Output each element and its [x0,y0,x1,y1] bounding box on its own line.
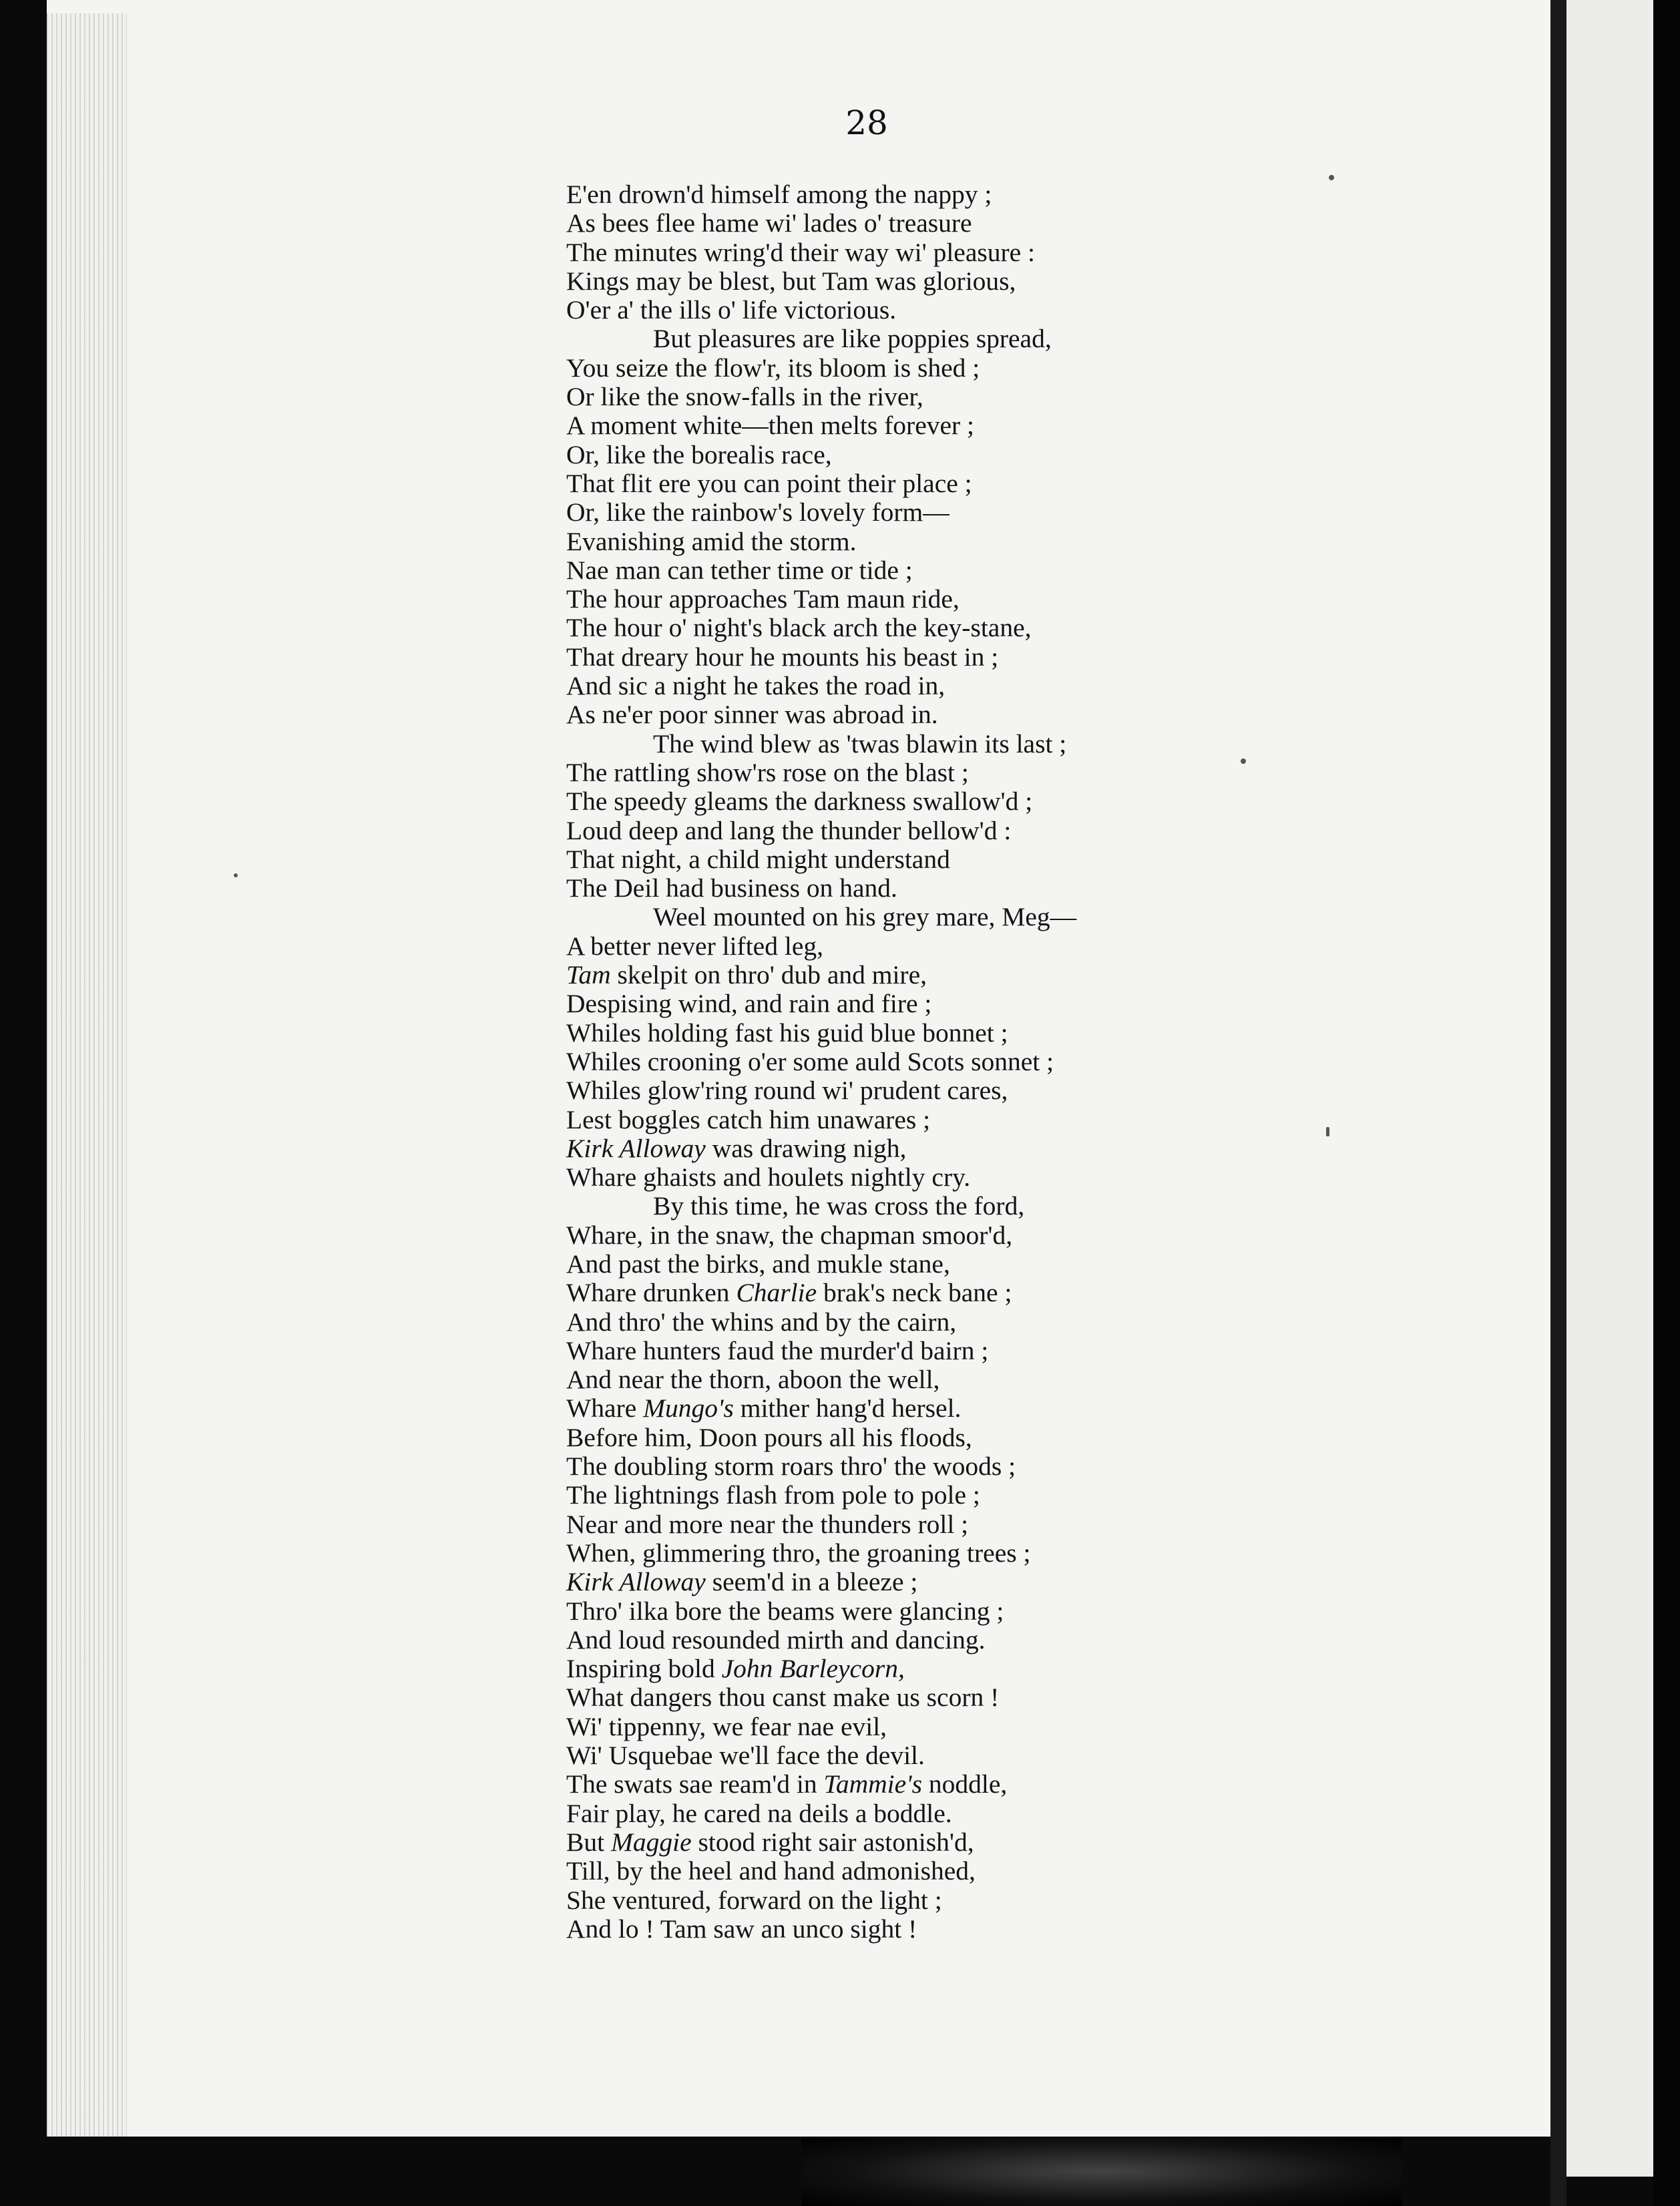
poem-line [566,1221,1076,1250]
line-text: What dangers thou canst make us scorn ! [566,1683,1000,1713]
poem-line [566,1539,1076,1568]
italic-text: Maggie [610,1827,692,1857]
poem-line [566,1452,1076,1481]
line-text: Or, like the borealis race, [566,439,832,469]
poem-line [566,354,1076,383]
poem-line [566,469,1076,498]
scan-speck [234,873,238,877]
line-text: And thro' the whins and by the cairn, [566,1307,957,1337]
poem-line [566,1741,1076,1770]
line-text: And past the birks, and mukle stane, [566,1249,950,1279]
line-text: Weel mounted on his grey mare, Meg— [653,902,1077,932]
line-text: Fair play, he cared na deils a boddle. [566,1798,952,1828]
line-text: The rattling show'rs rose on the blast ; [566,757,969,787]
line-text: Whare hunters faud the murder'd bairn ; [566,1335,989,1365]
poem-line [566,527,1076,556]
scan-speck [1241,758,1246,764]
line-text: was drawing nigh, [705,1133,907,1163]
line-text: Wi' tippenny, we fear nae evil, [566,1711,887,1741]
poem-line [566,672,1076,700]
scan-border-right [1653,0,1680,2206]
line-text: E'en drown'd himself among the nappy ; [566,180,992,209]
poem-line [566,1626,1076,1654]
line-text: Loud deep and lang the thunder bellow'd : [566,815,1012,845]
line-text: Till, by the heel and hand admonished, [566,1856,976,1886]
line-text: The doubling storm roars thro' the woods ; [566,1452,1016,1482]
page-number: 28 [845,103,888,142]
italic-text: Charlie [736,1278,817,1308]
poem-line [566,209,1076,238]
poem-line [566,614,1076,642]
line-text: Inspiring bold [566,1654,722,1684]
line-text: As bees flee hame wi' lades o' treasure [566,208,972,238]
line-text: Whiles holding fast his guid blue bonnet ; [566,1018,1008,1048]
line-text: Before him, Doon pours all his floods, [566,1422,972,1452]
poem-line [566,1713,1076,1741]
poem-line [566,1250,1076,1279]
line-text: Nae man can tether time or tide ; [566,555,913,585]
italic-text: Mungo's [643,1393,734,1423]
line-text: But pleasures are like poppies spread, [653,324,1052,354]
line-text: A moment white—then melts forever ; [566,411,975,441]
line-text: O'er a' the ills o' life victorious. [566,295,897,325]
poem-line [566,787,1076,816]
poem-text [566,180,1076,1944]
poem-line [566,1828,1076,1857]
line-text: The speedy gleams the darkness swallow'd ; [566,787,1033,817]
poem-line [566,1597,1076,1626]
line-text: Whare drunken [566,1278,737,1308]
line-text: noddle, [922,1769,1008,1799]
line-text: Despising wind, and rain and fire ; [566,989,932,1019]
line-text: That night, a child might understand [566,844,950,874]
poem-line [566,1481,1076,1510]
poem-line [566,1568,1076,1596]
line-text: Whare ghaists and houlets nightly cry. [566,1162,971,1192]
line-text: Whare, in the snaw, the chapman smoor'd, [566,1220,1013,1250]
line-text: The minutes wring'd their way wi' pleasure : [566,237,1036,267]
line-text: Wi' Usquebae we'll face the devil. [566,1741,925,1771]
line-text: stood right sair astonish'd, [691,1827,974,1857]
italic-text: Tammie's [823,1769,923,1799]
line-text: Whiles crooning o'er some auld Scots sonnet ; [566,1046,1054,1076]
page-gutter [1550,0,1566,2206]
poem-line [566,441,1076,469]
scan-speck [1326,1127,1329,1136]
poem-line [566,1365,1076,1394]
line-text: By this time, he was cross the ford, [653,1191,1025,1221]
poem-line [566,1337,1076,1365]
poem-line [566,1048,1076,1076]
poem-line [566,1857,1076,1886]
line-text: As ne'er poor sinner was abroad in. [566,700,938,730]
line-text: mither hang'd hersel. [733,1393,962,1423]
poem-line [566,758,1076,787]
line-text: When, glimmering thro, the groaning trees ; [566,1538,1031,1568]
line-text: skelpit on thro' dub and mire, [610,960,927,990]
poem-line [566,730,1076,758]
line-text: brak's neck bane ; [817,1278,1012,1308]
page-edges-left [47,13,127,2137]
line-text: That flit ere you can point their place ; [566,468,972,498]
line-text: And loud resounded mirth and dancing. [566,1624,986,1654]
poem-line [566,961,1076,989]
line-text: Or like the snow-falls in the river, [566,382,923,412]
poem-line [566,324,1076,353]
line-text: The wind blew as 'twas blawin its last ; [653,728,1067,758]
poem-line [566,643,1076,672]
poem-line [566,700,1076,729]
poem-line [566,1886,1076,1915]
poem-line [566,1163,1076,1192]
line-text: But [566,1827,611,1857]
line-text: The swats sae ream'd in [566,1769,824,1799]
adjacent-page-edge [1566,0,1653,2177]
poem-line [566,180,1076,209]
poem-line [566,1394,1076,1423]
poem-line [566,1106,1076,1134]
poem-line [566,411,1076,440]
line-text: The hour approaches Tam maun ride, [566,584,960,614]
line-text: And sic a night he takes the road in, [566,671,946,701]
italic-text: Tam [566,960,611,990]
line-text: And near the thorn, aboon the well, [566,1365,940,1395]
italic-text: Kirk Alloway [566,1133,706,1163]
poem-line [566,498,1076,527]
line-text: The lightnings flash from pole to pole ; [566,1480,980,1510]
line-text: Kings may be blest, but Tam was glorious, [566,266,1016,296]
poem-line [566,903,1076,931]
poem-line [566,1654,1076,1683]
poem-line [566,1423,1076,1452]
poem-line [566,1770,1076,1799]
poem-line [566,1279,1076,1307]
poem-line [566,296,1076,324]
line-text: Thro' ilka bore the beams were glancing ; [566,1596,1004,1626]
poem-line [566,1915,1076,1944]
line-text: You seize the flow'r, its bloom is shed ; [566,353,980,383]
poem-line [566,845,1076,874]
scan-shadow-bottom [801,2137,1402,2206]
line-text: The hour o' night's black arch the key-stane, [566,613,1032,643]
italic-text: John Barleycorn, [721,1654,905,1684]
poem-line [566,1076,1076,1105]
line-text: Whiles glow'ring round wi' prudent cares, [566,1076,1008,1106]
poem-line [566,989,1076,1018]
poem-line [566,1134,1076,1163]
line-text: A better never lifted leg, [566,931,823,961]
line-text: And lo ! Tam saw an unco sight ! [566,1914,917,1944]
poem-line [566,1510,1076,1539]
line-text: That dreary hour he mounts his beast in ; [566,642,999,672]
line-text: Evanishing amid the storm. [566,526,857,556]
line-text: She ventured, forward on the light ; [566,1885,942,1915]
line-text: The Deil had business on hand. [566,873,897,903]
poem-line [566,1019,1076,1048]
scan-speck [1329,175,1334,180]
line-text: Whare [566,1393,644,1423]
line-text: Near and more near the thunders roll ; [566,1509,969,1539]
line-text: Or, like the rainbow's lovely form— [566,497,950,527]
line-text: seem'd in a bleeze ; [705,1567,918,1597]
poem-line [566,238,1076,267]
poem-line [566,267,1076,296]
poem-line [566,817,1076,845]
italic-text: Kirk Alloway [566,1567,706,1597]
poem-line [566,1683,1076,1712]
poem-line [566,1308,1076,1337]
line-text: Lest boggles catch him unawares ; [566,1104,931,1134]
poem-line [566,556,1076,585]
poem-line [566,585,1076,614]
poem-line [566,383,1076,411]
poem-line [566,1192,1076,1221]
poem-line [566,932,1076,961]
poem-line [566,874,1076,903]
poem-line [566,1799,1076,1828]
